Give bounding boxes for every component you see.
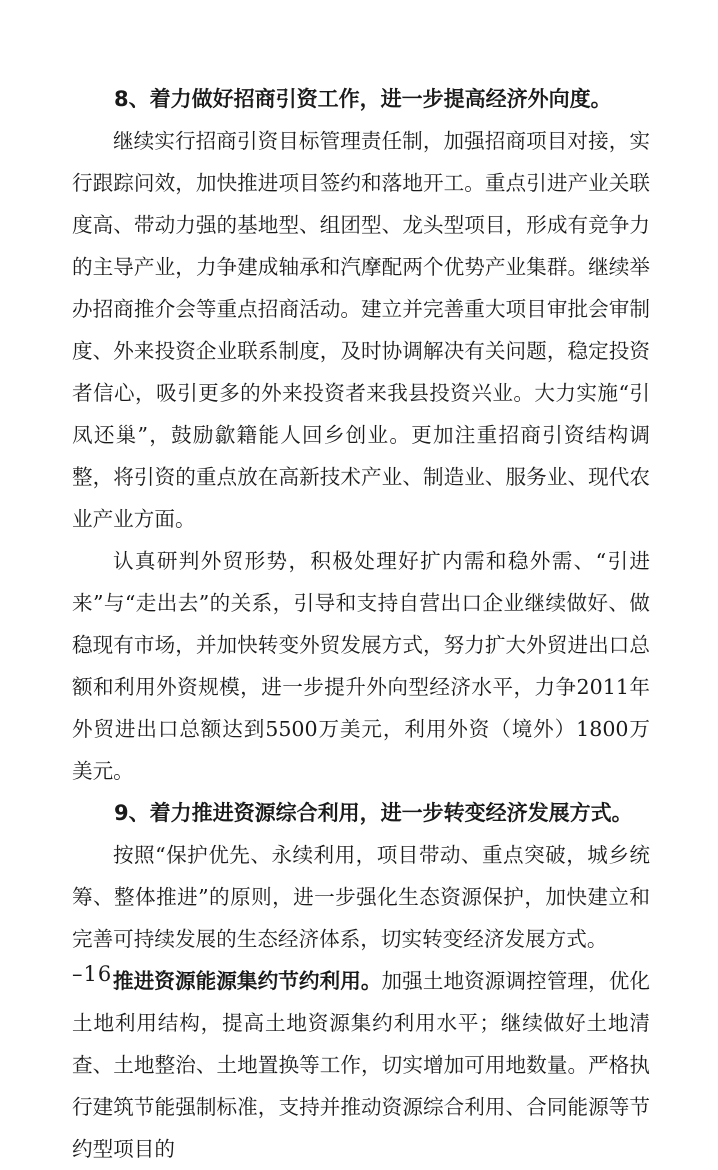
section-9-paragraph-1: 按照“保护优先、永续利用，项目带动、重点突破，城乡统筹、整体推进”的原则，进一步强化生态资源保护，加快建立和完善可持续发展的生态经济体系，切实转变经济发展方式。 [72,843,650,951]
section-9-subsection [72,960,650,1170]
page-number: –16– [72,962,124,986]
document-page [72,78,650,1170]
section-9-heading: 9、着力推进资源综合利用，进一步转变经济发展方式。 [114,801,633,825]
section-8-heading: 8、着力做好招商引资工作，进一步提高经济外向度。 [114,87,612,111]
subsection-text: 加强土地资源调控管理，优化土地利用结构，提高土地资源集约利用水平；继续做好土地清查、土地整治、土地置换等工作，切实增加可用地数量。严格执行建筑节能强制标准，支持并推动资源综合利用、合同能源等节约型项目的 [72,969,650,1161]
section-8-paragraph-2: 认真研判外贸形势，积极处理好扩内需和稳外需、“引进来”与“走出去”的关系，引导和支持自营出口企业继续做好、做稳现有市场，并加快转变外贸发展方式，努力扩大外贸进出口总额和利用外资规模，进一步提升外向型经济水平，力争2011年外贸进出口总额达到5500万美元，利用外资（境外）1800万美元。 [72,549,650,783]
section-8-paragraph-1: 继续实行招商引资目标管理责任制，加强招商项目对接，实行跟踪问效，加快推进项目签约和落地开工。重点引进产业关联度高、带动力强的基地型、组团型、龙头型项目，形成有竞争力的主导产业，力争建成轴承和汽摩配两个优势产业集群。继续举办招商推介会等重点招商活动。建立并完善重大项目审批会审制度、外来投资企业联系制度，及时协调解决有关问题，稳定投资者信心，吸引更多的外来投资者来我县投资兴业。大力实施“引凤还巢”，鼓励歙籍能人回乡创业。更加注重招商引资结构调整，将引资的重点放在高新技术产业、制造业、服务业、现代农业产业方面。 [72,129,650,531]
subsection-lead: 推进资源能源集约节约利用。 [113,969,382,993]
